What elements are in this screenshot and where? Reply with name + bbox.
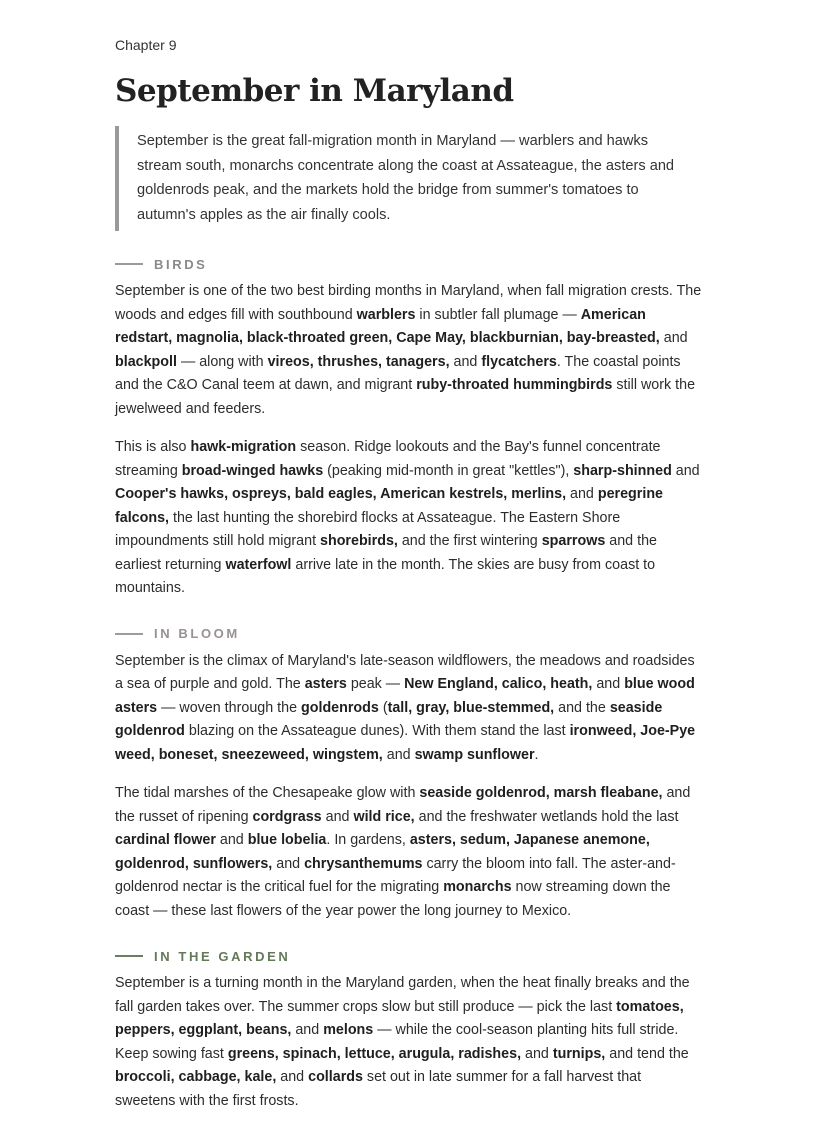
text-run: . In gardens,	[326, 832, 410, 848]
text-run: and	[291, 1022, 324, 1038]
section-heading-label: IN BLOOM	[154, 626, 240, 641]
bold-term: seaside goldenrod	[115, 699, 663, 739]
bold-term: cordgrass	[252, 808, 322, 825]
bold-term: swamp sunflower	[414, 746, 535, 763]
text-run: and	[521, 1045, 553, 1062]
bold-term: melons	[323, 1022, 374, 1038]
section-heading-label: BIRDS	[154, 256, 208, 272]
bold-term: sparrows	[541, 533, 606, 549]
text-run: . The coastal points and the C&O Canal teem at dawn, and migrant	[115, 353, 681, 393]
section-birds	[115, 255, 705, 601]
text-run: and	[382, 746, 415, 763]
text-run: — woven through the	[157, 699, 301, 716]
bold-term: broccoli, cabbage, kale,	[115, 1069, 277, 1085]
text-run: and tend the	[605, 1045, 689, 1062]
bold-term: waterfowl	[225, 556, 292, 573]
section-heading-label: IN THE GARDEN	[154, 948, 291, 964]
bold-term: blue wood asters	[115, 676, 695, 716]
bold-term: tomatoes, peppers, eggplant, beans,	[115, 998, 684, 1038]
text-run: season. Ridge lookouts and the Bay's funnel concentrate streaming	[115, 439, 661, 479]
heading-rule	[115, 263, 143, 265]
text-run: and	[276, 1069, 309, 1085]
bold-term: seaside goldenrod, marsh fleabane,	[419, 785, 663, 801]
text-run: September is one of the two best birding months in Maryland, when fall migration crests. The woods and edges fill with southbound	[115, 283, 702, 323]
bold-term: wild rice,	[353, 808, 415, 825]
text-run: and the freshwater wetlands hold the last	[414, 808, 679, 825]
text-run: — while the cool-season planting hits full stride. Keep sowing fast	[115, 1022, 679, 1062]
text-run: — along with	[176, 353, 268, 370]
text-run: September is the climax of Maryland's late-season wildflowers, the meadows and roadsides a sea of purple and gold. The	[115, 652, 695, 692]
bold-term: American redstart, magnolia, black-throated green, Cape May, blackburnian, bay-breasted,	[115, 306, 660, 346]
text-run: and	[272, 855, 305, 872]
bold-term: blue lobelia	[247, 832, 327, 848]
text-run: .	[534, 746, 539, 763]
text-run: arrive late in the month. The skies are busy from coast to mountains.	[115, 556, 656, 596]
text-run: now streaming down the coast — these last flowers of the year power the long journey to Mexico.	[115, 879, 671, 919]
paragraph	[115, 650, 705, 768]
text-run: This is also	[115, 439, 191, 455]
bold-term: cardinal flower	[115, 832, 216, 848]
bold-term: ruby-throated hummingbirds	[416, 377, 613, 393]
text-run: and the	[554, 699, 610, 716]
text-run: and	[449, 353, 482, 370]
paragraph	[115, 782, 705, 923]
bold-term: chrysanthemums	[304, 855, 423, 872]
bold-term: peregrine falcons,	[115, 486, 664, 526]
section-in-bloom	[115, 625, 705, 924]
text-run: and	[321, 808, 354, 825]
text-run: and the first wintering	[397, 533, 542, 549]
section-heading-birds	[115, 255, 705, 273]
text-run: the last hunting the shorebird flocks at Assateague. The Eastern Shore impoundments still hold migrant	[115, 509, 621, 549]
section-heading-in-the-garden	[115, 947, 705, 965]
section-heading-in-bloom	[115, 625, 705, 643]
bold-term: monarchs	[443, 879, 512, 895]
chapter-label: Chapter 9	[115, 37, 177, 53]
text-run: set out in late summer for a fall harvest that sweetens with the first frosts.	[115, 1069, 642, 1109]
text-run: blazing on the Assateague dunes). With them stand the last	[184, 723, 570, 739]
bold-term: asters	[304, 676, 347, 692]
paragraph	[115, 972, 705, 1113]
text-run: (	[378, 699, 388, 716]
text-run: and the russet of ripening	[115, 785, 691, 825]
bold-term: Cooper's hawks, ospreys, bald eagles, American kestrels, merlins,	[115, 486, 567, 502]
chapter-page	[115, 36, 705, 1128]
text-run: and	[592, 676, 625, 692]
text-run: and the earliest returning	[115, 533, 657, 573]
text-run: peak —	[346, 676, 405, 692]
bold-term: sharp-shinned	[573, 462, 672, 479]
bold-term: tall, gray, blue-stemmed,	[387, 699, 555, 716]
text-run: and	[671, 462, 700, 479]
bold-term: collards	[308, 1069, 363, 1085]
bold-term: blackpoll	[115, 353, 177, 370]
bold-term: asters, sedum, Japanese anemone, goldenrod, sunflowers,	[115, 832, 650, 872]
bold-term: shorebirds,	[320, 533, 398, 549]
paragraph	[115, 436, 705, 601]
text-run: (peaking mid-month in great "kettles"),	[323, 462, 574, 479]
bold-term: turnips,	[552, 1045, 606, 1062]
bold-term: ironweed, Joe-Pye weed, boneset, sneezeweed, wingstem,	[115, 723, 696, 763]
bold-term: broad-winged hawks	[181, 462, 324, 479]
page-title: September in Maryland	[115, 73, 514, 109]
text-run: September is a turning month in the Maryland garden, when the heat finally breaks and the fall garden takes over. The summer crops slow but still produce — pick the last	[115, 975, 690, 1015]
text-run: carry the bloom into fall. The aster-and-goldenrod nectar is the critical fuel for the migrating	[115, 855, 676, 895]
text-run: The tidal marshes of the Chesapeake glow with	[115, 785, 420, 801]
bold-term: flycatchers	[481, 353, 557, 370]
bold-term: warblers	[356, 306, 416, 323]
text-run: and	[566, 486, 598, 502]
bold-term: hawk-migration	[190, 439, 297, 455]
text-run: in subtler fall plumage —	[415, 306, 581, 323]
intro-blockquote: September is the great fall-migration month in Maryland — warblers and hawks stream south, monarchs concentrate along the coast at Assateague, the asters and goldenrods peak, and the markets hold the bridge from summer's tomatoes to autumn's apples as the air finally cools.	[115, 126, 705, 231]
text-run: and	[215, 832, 248, 848]
bold-term: greens, spinach, lettuce, arugula, radishes,	[227, 1045, 522, 1062]
bold-term: goldenrods	[301, 699, 379, 716]
paragraph	[115, 280, 705, 421]
heading-rule	[115, 955, 143, 957]
bold-term: New England, calico, heath,	[404, 676, 593, 692]
text-run: and	[659, 330, 688, 346]
section-in-the-garden	[115, 947, 705, 1113]
bold-term: vireos, thrushes, tanagers,	[267, 353, 450, 370]
text-run: still work the jewelweed and feeders.	[115, 377, 696, 417]
heading-rule	[115, 633, 143, 635]
